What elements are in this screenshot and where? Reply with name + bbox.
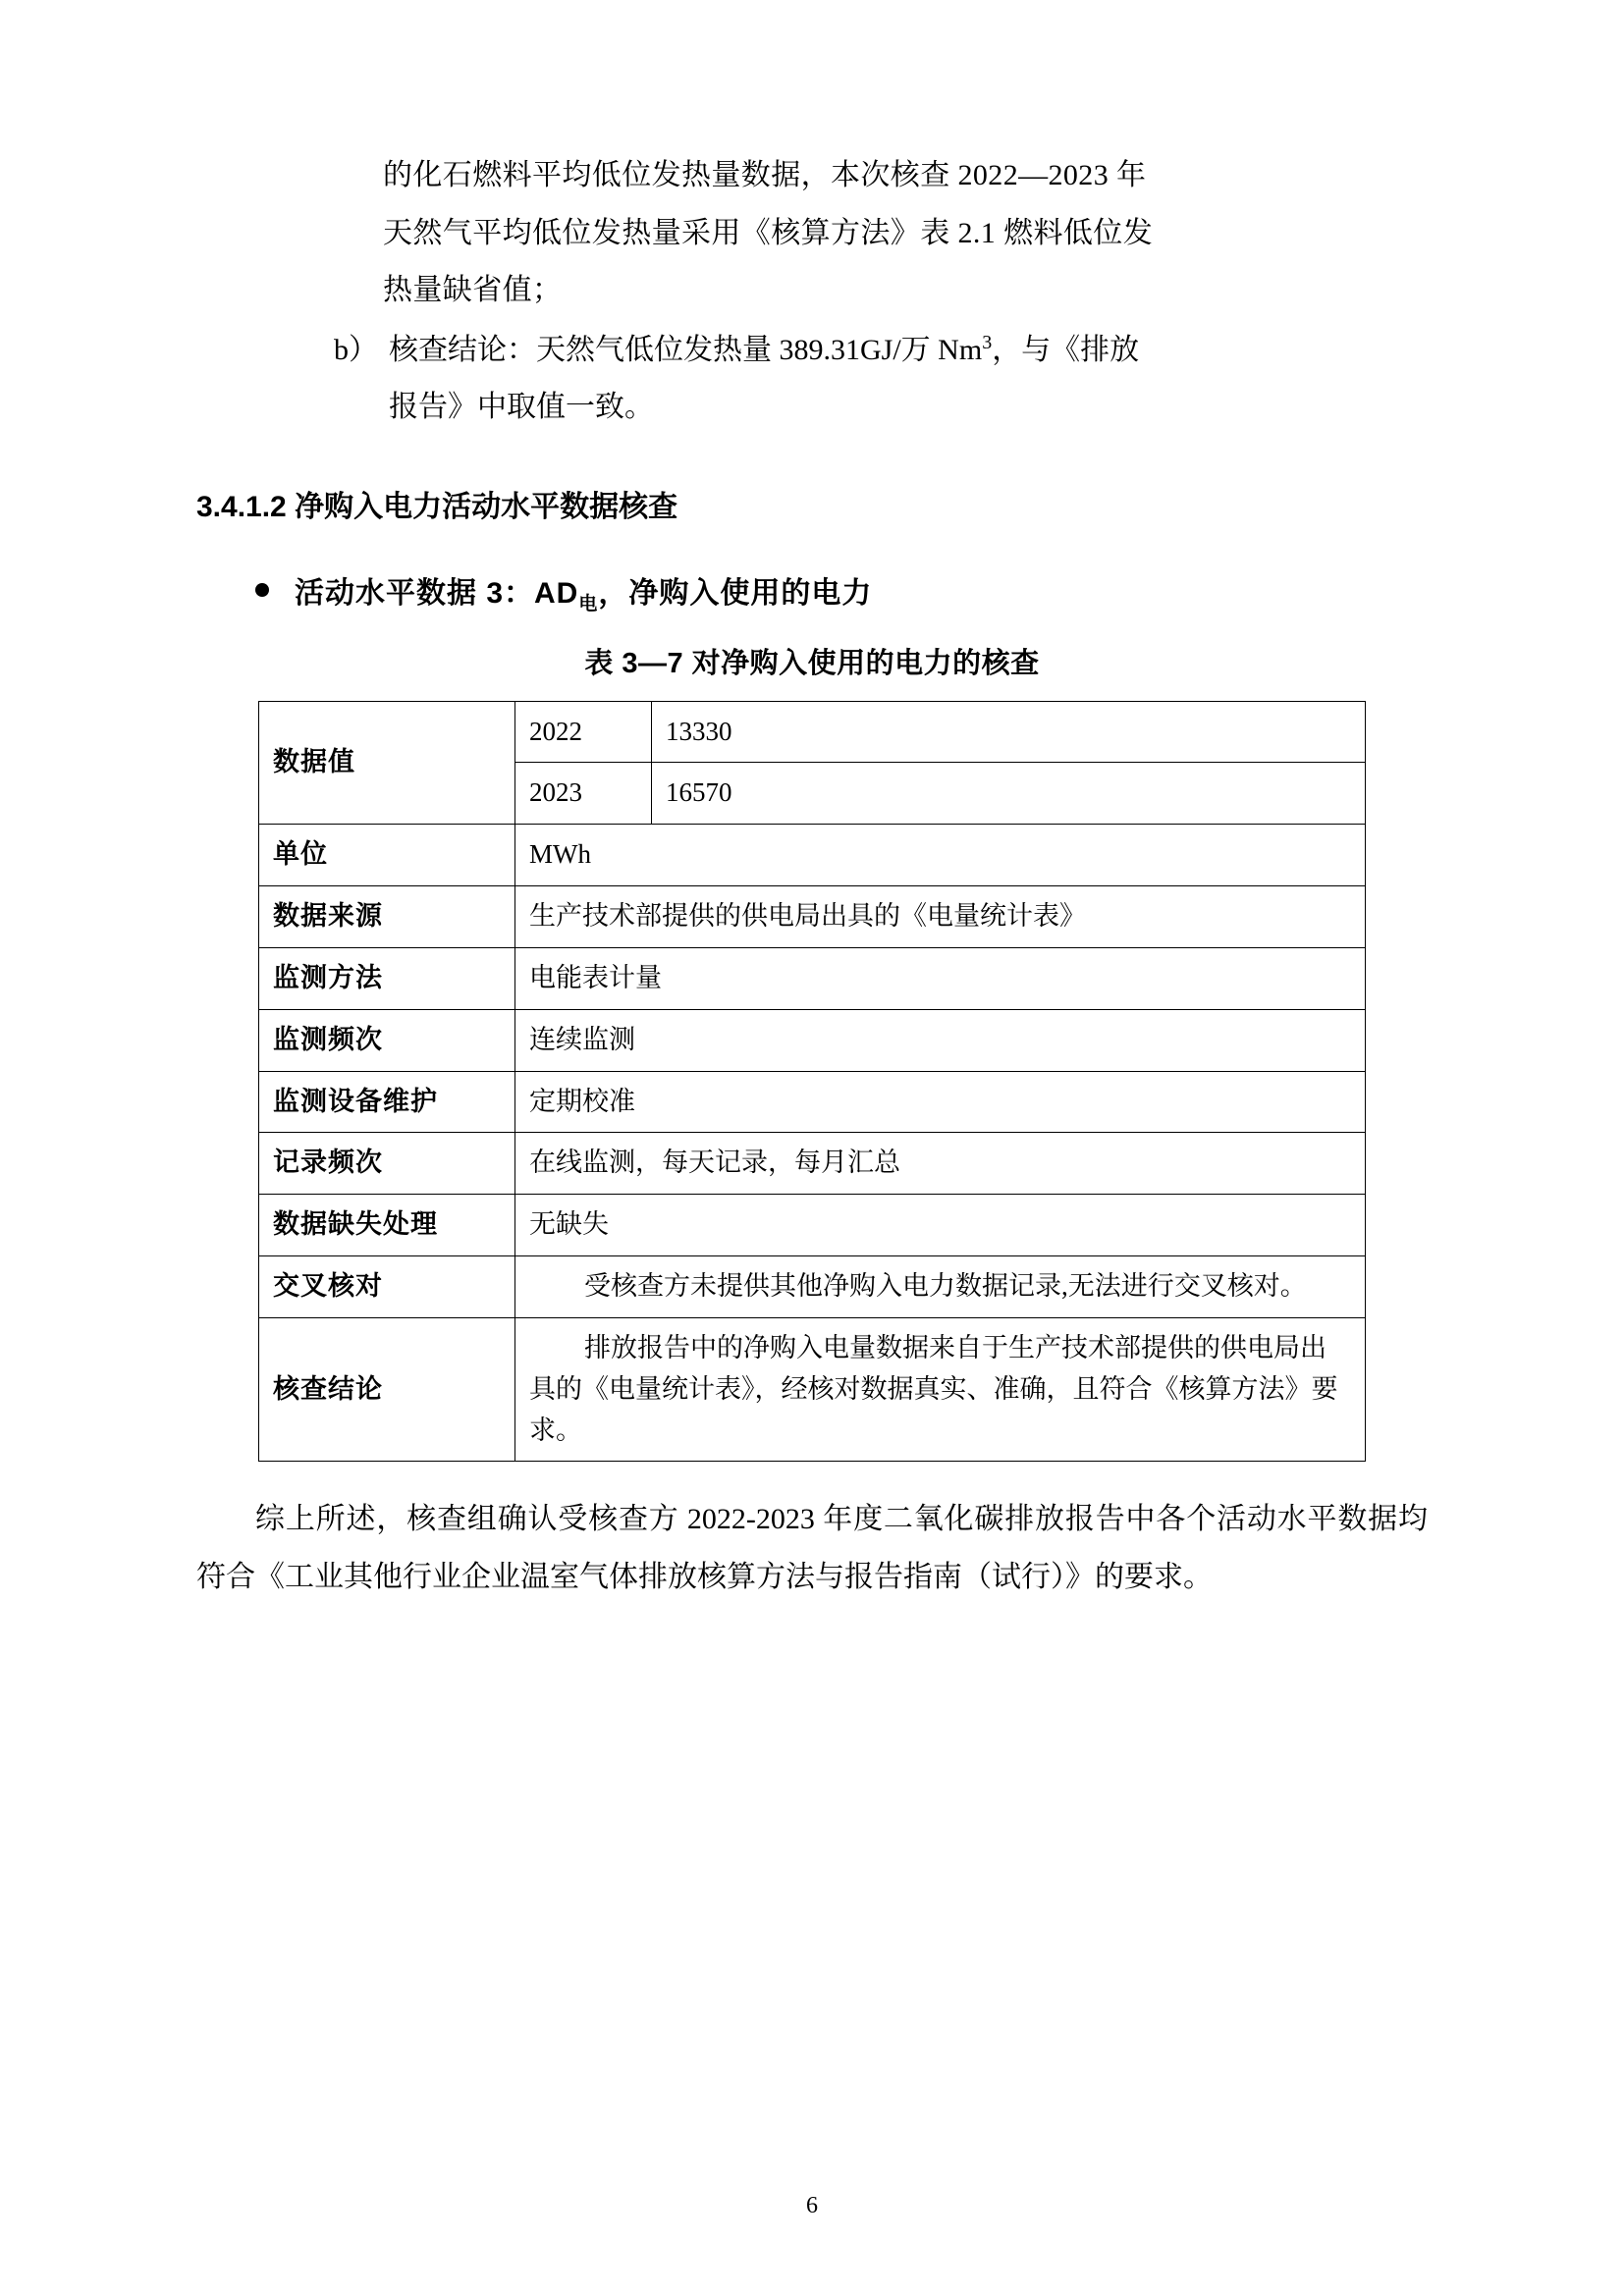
closing-paragraph: 综上所述，核查组确认受核查方 2022-2023 年度二氧化碳排放报告中各个活动水平数据均符合《工业其他行业企业温室气体排放核算方法与报告指南（试行）》的要求。 — [196, 1503, 1428, 1593]
table-row — [259, 701, 1366, 763]
bullet-heading — [255, 568, 1428, 615]
top-paragraph-line-1: 的化石燃料平均低位发热量数据，本次核查 2022—2023 年 — [383, 159, 1147, 191]
top-paragraph-line-3: 热量缺省值； — [383, 274, 563, 306]
row-label-record-frequency: 记录频次 — [259, 1133, 515, 1195]
cell-monitor-method-value: 电能表计量 — [515, 947, 1366, 1009]
cell-value-2022: 13330 — [652, 701, 1366, 763]
cell-conclusion-value: 排放报告中的净购入电量数据来自于生产技术部提供的供电局出具的《电量统计表》，经核对数据真实、准确，且符合《核算方法》要求。 — [515, 1317, 1366, 1462]
cell-equipment-maintenance-value: 定期校准 — [515, 1071, 1366, 1133]
list-item-line-1-prefix: 核查结论：天然气低位发热量 389.31GJ/万 Nm — [389, 333, 983, 366]
row-label-cross-check: 交叉核对 — [259, 1256, 515, 1318]
list-item-line-2: 报告》中取值一致。 — [389, 391, 654, 423]
row-label-conclusion: 核查结论 — [259, 1317, 515, 1462]
list-item-body — [389, 322, 1428, 437]
table-row — [259, 947, 1366, 1009]
table-row — [259, 886, 1366, 948]
row-label-monitor-frequency: 监测频次 — [259, 1009, 515, 1071]
list-item-line-1-suffix: ，与《排放 — [992, 333, 1140, 366]
table-row — [259, 1133, 1366, 1195]
table-row — [259, 1317, 1366, 1462]
table-row — [259, 1071, 1366, 1133]
top-paragraph — [383, 147, 1428, 320]
bullet-text-before: 活动水平数据 3：AD — [295, 576, 579, 610]
cell-value-2023: 16570 — [652, 763, 1366, 825]
list-item-superscript: 3 — [982, 331, 993, 353]
row-label-monitor-method: 监测方法 — [259, 947, 515, 1009]
cell-year-2022: 2022 — [515, 701, 652, 763]
page-number: 6 — [806, 2193, 818, 2218]
row-label-equipment-maintenance: 监测设备维护 — [259, 1071, 515, 1133]
cell-record-frequency-value: 在线监测，每天记录，每月汇总 — [515, 1133, 1366, 1195]
cell-monitor-frequency-value: 连续监测 — [515, 1009, 1366, 1071]
table-row — [259, 1195, 1366, 1256]
table-row — [259, 1009, 1366, 1071]
bullet-dot-icon — [255, 583, 269, 597]
electricity-verification-table — [258, 701, 1366, 1463]
section-heading: 3.4.1.2 净购入电力活动水平数据核查 — [196, 490, 678, 523]
table-caption: 表 3—7 对净购入使用的电力的核查 — [584, 647, 1040, 679]
bullet-text-after: ，净购入使用的电力 — [598, 576, 873, 610]
list-item-line-1 — [389, 322, 1428, 380]
cell-data-source-value: 生产技术部提供的供电局出具的《电量统计表》 — [515, 886, 1366, 948]
row-label-data-source: 数据来源 — [259, 886, 515, 948]
table-row — [259, 825, 1366, 886]
bullet-heading-text — [295, 568, 872, 615]
top-paragraph-line-2: 天然气平均低位发热量采用《核算方法》表 2.1 燃料低位发 — [383, 216, 1154, 249]
list-item — [334, 322, 1428, 437]
cell-unit-value: MWh — [515, 825, 1366, 886]
cell-cross-check-value: 受核查方未提供其他净购入电力数据记录,无法进行交叉核对。 — [515, 1256, 1366, 1318]
table-row — [259, 1256, 1366, 1318]
list-item-marker: b） — [334, 333, 378, 366]
cell-missing-data-value: 无缺失 — [515, 1195, 1366, 1256]
row-label-unit: 单位 — [259, 825, 515, 886]
bullet-subscript: 电 — [578, 593, 599, 614]
row-label-data-value: 数据值 — [259, 701, 515, 825]
cell-year-2023: 2023 — [515, 763, 652, 825]
row-label-missing-data: 数据缺失处理 — [259, 1195, 515, 1256]
